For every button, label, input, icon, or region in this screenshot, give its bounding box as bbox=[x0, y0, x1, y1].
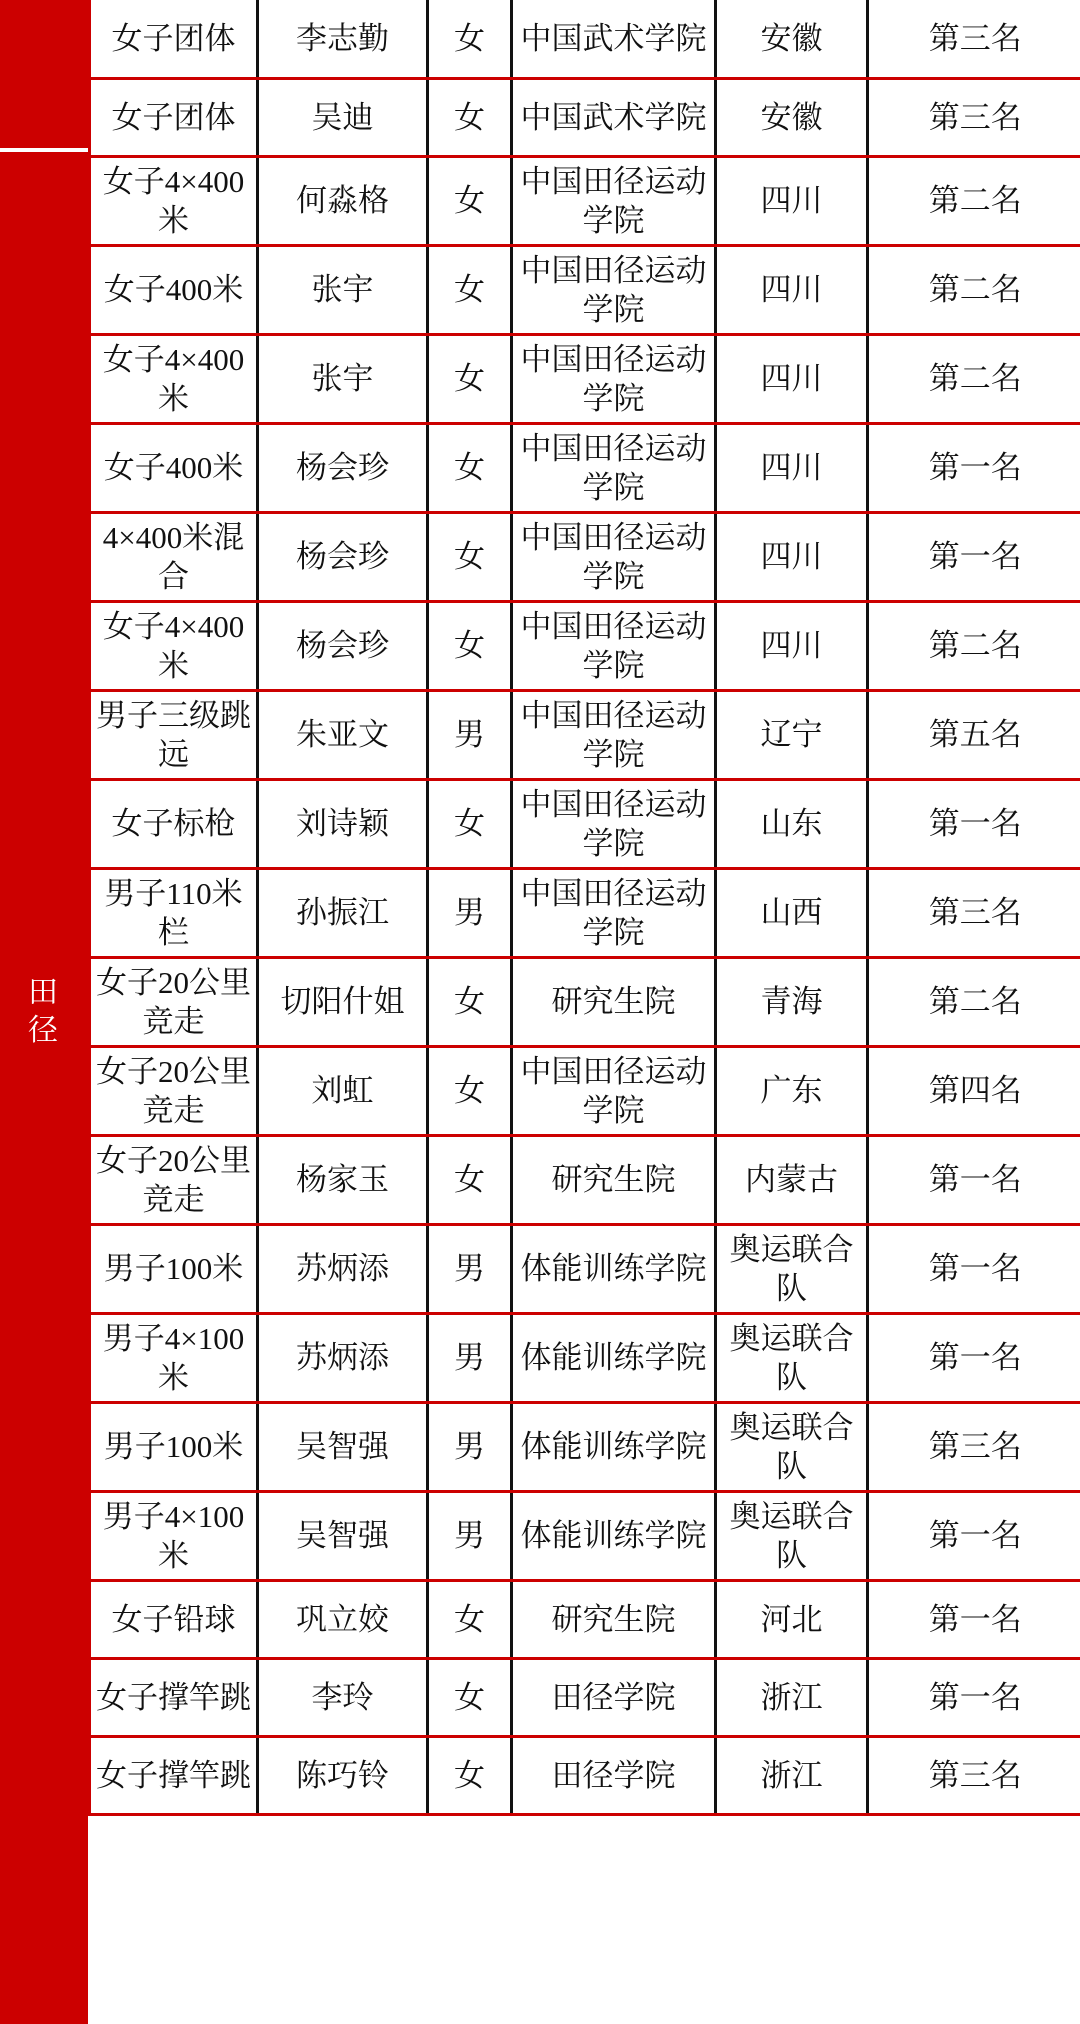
table-row bbox=[90, 78, 1080, 156]
cell-school: 体能训练学院 bbox=[512, 1224, 716, 1313]
cell-region: 四川 bbox=[716, 334, 868, 423]
cell-rank: 第一名 bbox=[868, 779, 1080, 868]
cell-name: 刘诗颖 bbox=[258, 779, 428, 868]
cell-name: 陈巧铃 bbox=[258, 1736, 428, 1814]
cell-school: 中国田径运动学院 bbox=[512, 423, 716, 512]
cell-event: 男子100米 bbox=[90, 1402, 258, 1491]
cell-region: 四川 bbox=[716, 601, 868, 690]
cell-school: 中国田径运动学院 bbox=[512, 690, 716, 779]
category-divider bbox=[0, 148, 88, 152]
cell-event: 女子撑竿跳 bbox=[90, 1736, 258, 1814]
cell-gender: 女 bbox=[428, 423, 512, 512]
table-row bbox=[90, 1224, 1080, 1313]
cell-school: 中国武术学院 bbox=[512, 0, 716, 78]
cell-event: 女子20公里竞走 bbox=[90, 1135, 258, 1224]
cell-gender: 女 bbox=[428, 957, 512, 1046]
cell-region: 浙江 bbox=[716, 1736, 868, 1814]
cell-region: 四川 bbox=[716, 156, 868, 245]
cell-gender: 女 bbox=[428, 601, 512, 690]
cell-rank: 第三名 bbox=[868, 1736, 1080, 1814]
cell-gender: 女 bbox=[428, 245, 512, 334]
cell-gender: 女 bbox=[428, 1736, 512, 1814]
cell-rank: 第一名 bbox=[868, 1313, 1080, 1402]
category-label: 田径 bbox=[28, 976, 60, 1047]
results-table-body bbox=[90, 0, 1080, 1814]
cell-region: 四川 bbox=[716, 423, 868, 512]
cell-region: 奥运联合队 bbox=[716, 1402, 868, 1491]
table-row bbox=[90, 1491, 1080, 1580]
cell-name: 李玲 bbox=[258, 1658, 428, 1736]
cell-gender: 女 bbox=[428, 1046, 512, 1135]
cell-name: 杨家玉 bbox=[258, 1135, 428, 1224]
cell-event: 女子4×400米 bbox=[90, 334, 258, 423]
cell-rank: 第二名 bbox=[868, 957, 1080, 1046]
cell-event: 女子20公里竞走 bbox=[90, 1046, 258, 1135]
cell-event: 男子4×100米 bbox=[90, 1491, 258, 1580]
table-row bbox=[90, 245, 1080, 334]
cell-event: 女子标枪 bbox=[90, 779, 258, 868]
cell-school: 研究生院 bbox=[512, 957, 716, 1046]
cell-region: 奥运联合队 bbox=[716, 1491, 868, 1580]
cell-region: 广东 bbox=[716, 1046, 868, 1135]
table-row bbox=[90, 512, 1080, 601]
cell-event: 女子团体 bbox=[90, 0, 258, 78]
table-row bbox=[90, 690, 1080, 779]
cell-rank: 第一名 bbox=[868, 1491, 1080, 1580]
cell-name: 何淼格 bbox=[258, 156, 428, 245]
cell-rank: 第一名 bbox=[868, 1224, 1080, 1313]
cell-gender: 女 bbox=[428, 78, 512, 156]
cell-name: 吴迪 bbox=[258, 78, 428, 156]
cell-name: 苏炳添 bbox=[258, 1313, 428, 1402]
table-row bbox=[90, 957, 1080, 1046]
cell-school: 中国田径运动学院 bbox=[512, 245, 716, 334]
table-row bbox=[90, 1658, 1080, 1736]
cell-rank: 第一名 bbox=[868, 1580, 1080, 1658]
cell-school: 中国田径运动学院 bbox=[512, 1046, 716, 1135]
cell-rank: 第一名 bbox=[868, 1658, 1080, 1736]
cell-gender: 男 bbox=[428, 1224, 512, 1313]
cell-region: 山东 bbox=[716, 779, 868, 868]
cell-school: 体能训练学院 bbox=[512, 1491, 716, 1580]
table-row bbox=[90, 601, 1080, 690]
cell-school: 中国田径运动学院 bbox=[512, 868, 716, 957]
table-row bbox=[90, 1313, 1080, 1402]
cell-school: 研究生院 bbox=[512, 1135, 716, 1224]
cell-rank: 第五名 bbox=[868, 690, 1080, 779]
cell-gender: 男 bbox=[428, 1491, 512, 1580]
cell-school: 中国田径运动学院 bbox=[512, 156, 716, 245]
cell-school: 体能训练学院 bbox=[512, 1313, 716, 1402]
cell-school: 中国田径运动学院 bbox=[512, 512, 716, 601]
cell-name: 切阳什姐 bbox=[258, 957, 428, 1046]
cell-event: 女子20公里竞走 bbox=[90, 957, 258, 1046]
cell-event: 女子400米 bbox=[90, 423, 258, 512]
cell-rank: 第一名 bbox=[868, 1135, 1080, 1224]
cell-rank: 第三名 bbox=[868, 1402, 1080, 1491]
cell-region: 青海 bbox=[716, 957, 868, 1046]
cell-school: 田径学院 bbox=[512, 1736, 716, 1814]
cell-region: 四川 bbox=[716, 245, 868, 334]
cell-region: 奥运联合队 bbox=[716, 1313, 868, 1402]
cell-school: 体能训练学院 bbox=[512, 1402, 716, 1491]
cell-name: 朱亚文 bbox=[258, 690, 428, 779]
cell-region: 河北 bbox=[716, 1580, 868, 1658]
cell-gender: 女 bbox=[428, 1580, 512, 1658]
cell-region: 安徽 bbox=[716, 0, 868, 78]
results-table-wrapper bbox=[88, 0, 1080, 2024]
cell-gender: 女 bbox=[428, 512, 512, 601]
cell-event: 男子三级跳远 bbox=[90, 690, 258, 779]
cell-name: 巩立姣 bbox=[258, 1580, 428, 1658]
cell-event: 女子撑竿跳 bbox=[90, 1658, 258, 1736]
cell-event: 女子4×400米 bbox=[90, 601, 258, 690]
table-row bbox=[90, 1135, 1080, 1224]
table-row bbox=[90, 423, 1080, 512]
cell-school: 中国田径运动学院 bbox=[512, 779, 716, 868]
cell-rank: 第二名 bbox=[868, 156, 1080, 245]
cell-event: 男子110米栏 bbox=[90, 868, 258, 957]
cell-rank: 第二名 bbox=[868, 334, 1080, 423]
cell-region: 四川 bbox=[716, 512, 868, 601]
cell-event: 男子100米 bbox=[90, 1224, 258, 1313]
cell-event: 女子4×400米 bbox=[90, 156, 258, 245]
table-row bbox=[90, 868, 1080, 957]
cell-school: 研究生院 bbox=[512, 1580, 716, 1658]
cell-school: 田径学院 bbox=[512, 1658, 716, 1736]
cell-name: 孙振江 bbox=[258, 868, 428, 957]
cell-event: 男子4×100米 bbox=[90, 1313, 258, 1402]
cell-rank: 第一名 bbox=[868, 512, 1080, 601]
cell-name: 杨会珍 bbox=[258, 601, 428, 690]
cell-name: 苏炳添 bbox=[258, 1224, 428, 1313]
cell-event: 女子团体 bbox=[90, 78, 258, 156]
cell-gender: 女 bbox=[428, 0, 512, 78]
cell-gender: 女 bbox=[428, 779, 512, 868]
cell-gender: 男 bbox=[428, 690, 512, 779]
cell-name: 李志勤 bbox=[258, 0, 428, 78]
cell-region: 安徽 bbox=[716, 78, 868, 156]
table-row bbox=[90, 334, 1080, 423]
cell-name: 杨会珍 bbox=[258, 512, 428, 601]
cell-rank: 第三名 bbox=[868, 868, 1080, 957]
cell-gender: 男 bbox=[428, 1402, 512, 1491]
cell-rank: 第三名 bbox=[868, 0, 1080, 78]
cell-region: 辽宁 bbox=[716, 690, 868, 779]
cell-region: 山西 bbox=[716, 868, 868, 957]
cell-gender: 女 bbox=[428, 1135, 512, 1224]
table-row bbox=[90, 1402, 1080, 1491]
cell-event: 女子400米 bbox=[90, 245, 258, 334]
cell-rank: 第四名 bbox=[868, 1046, 1080, 1135]
cell-name: 吴智强 bbox=[258, 1402, 428, 1491]
cell-gender: 女 bbox=[428, 334, 512, 423]
cell-rank: 第三名 bbox=[868, 78, 1080, 156]
table-row bbox=[90, 1736, 1080, 1814]
cell-gender: 女 bbox=[428, 1658, 512, 1736]
cell-gender: 男 bbox=[428, 1313, 512, 1402]
cell-region: 内蒙古 bbox=[716, 1135, 868, 1224]
cell-school: 中国田径运动学院 bbox=[512, 334, 716, 423]
cell-name: 张宇 bbox=[258, 245, 428, 334]
cell-rank: 第二名 bbox=[868, 601, 1080, 690]
cell-gender: 男 bbox=[428, 868, 512, 957]
cell-region: 浙江 bbox=[716, 1658, 868, 1736]
cell-name: 吴智强 bbox=[258, 1491, 428, 1580]
cell-gender: 女 bbox=[428, 156, 512, 245]
category-band bbox=[0, 0, 88, 2024]
table-row bbox=[90, 1580, 1080, 1658]
cell-name: 刘虹 bbox=[258, 1046, 428, 1135]
table-row bbox=[90, 156, 1080, 245]
cell-school: 中国田径运动学院 bbox=[512, 601, 716, 690]
cell-name: 杨会珍 bbox=[258, 423, 428, 512]
cell-school: 中国武术学院 bbox=[512, 78, 716, 156]
table-row bbox=[90, 0, 1080, 78]
cell-rank: 第二名 bbox=[868, 245, 1080, 334]
cell-name: 张宇 bbox=[258, 334, 428, 423]
cell-event: 女子铅球 bbox=[90, 1580, 258, 1658]
cell-rank: 第一名 bbox=[868, 423, 1080, 512]
cell-region: 奥运联合队 bbox=[716, 1224, 868, 1313]
table-row bbox=[90, 779, 1080, 868]
results-table bbox=[88, 0, 1080, 1816]
table-row bbox=[90, 1046, 1080, 1135]
cell-event: 4×400米混合 bbox=[90, 512, 258, 601]
